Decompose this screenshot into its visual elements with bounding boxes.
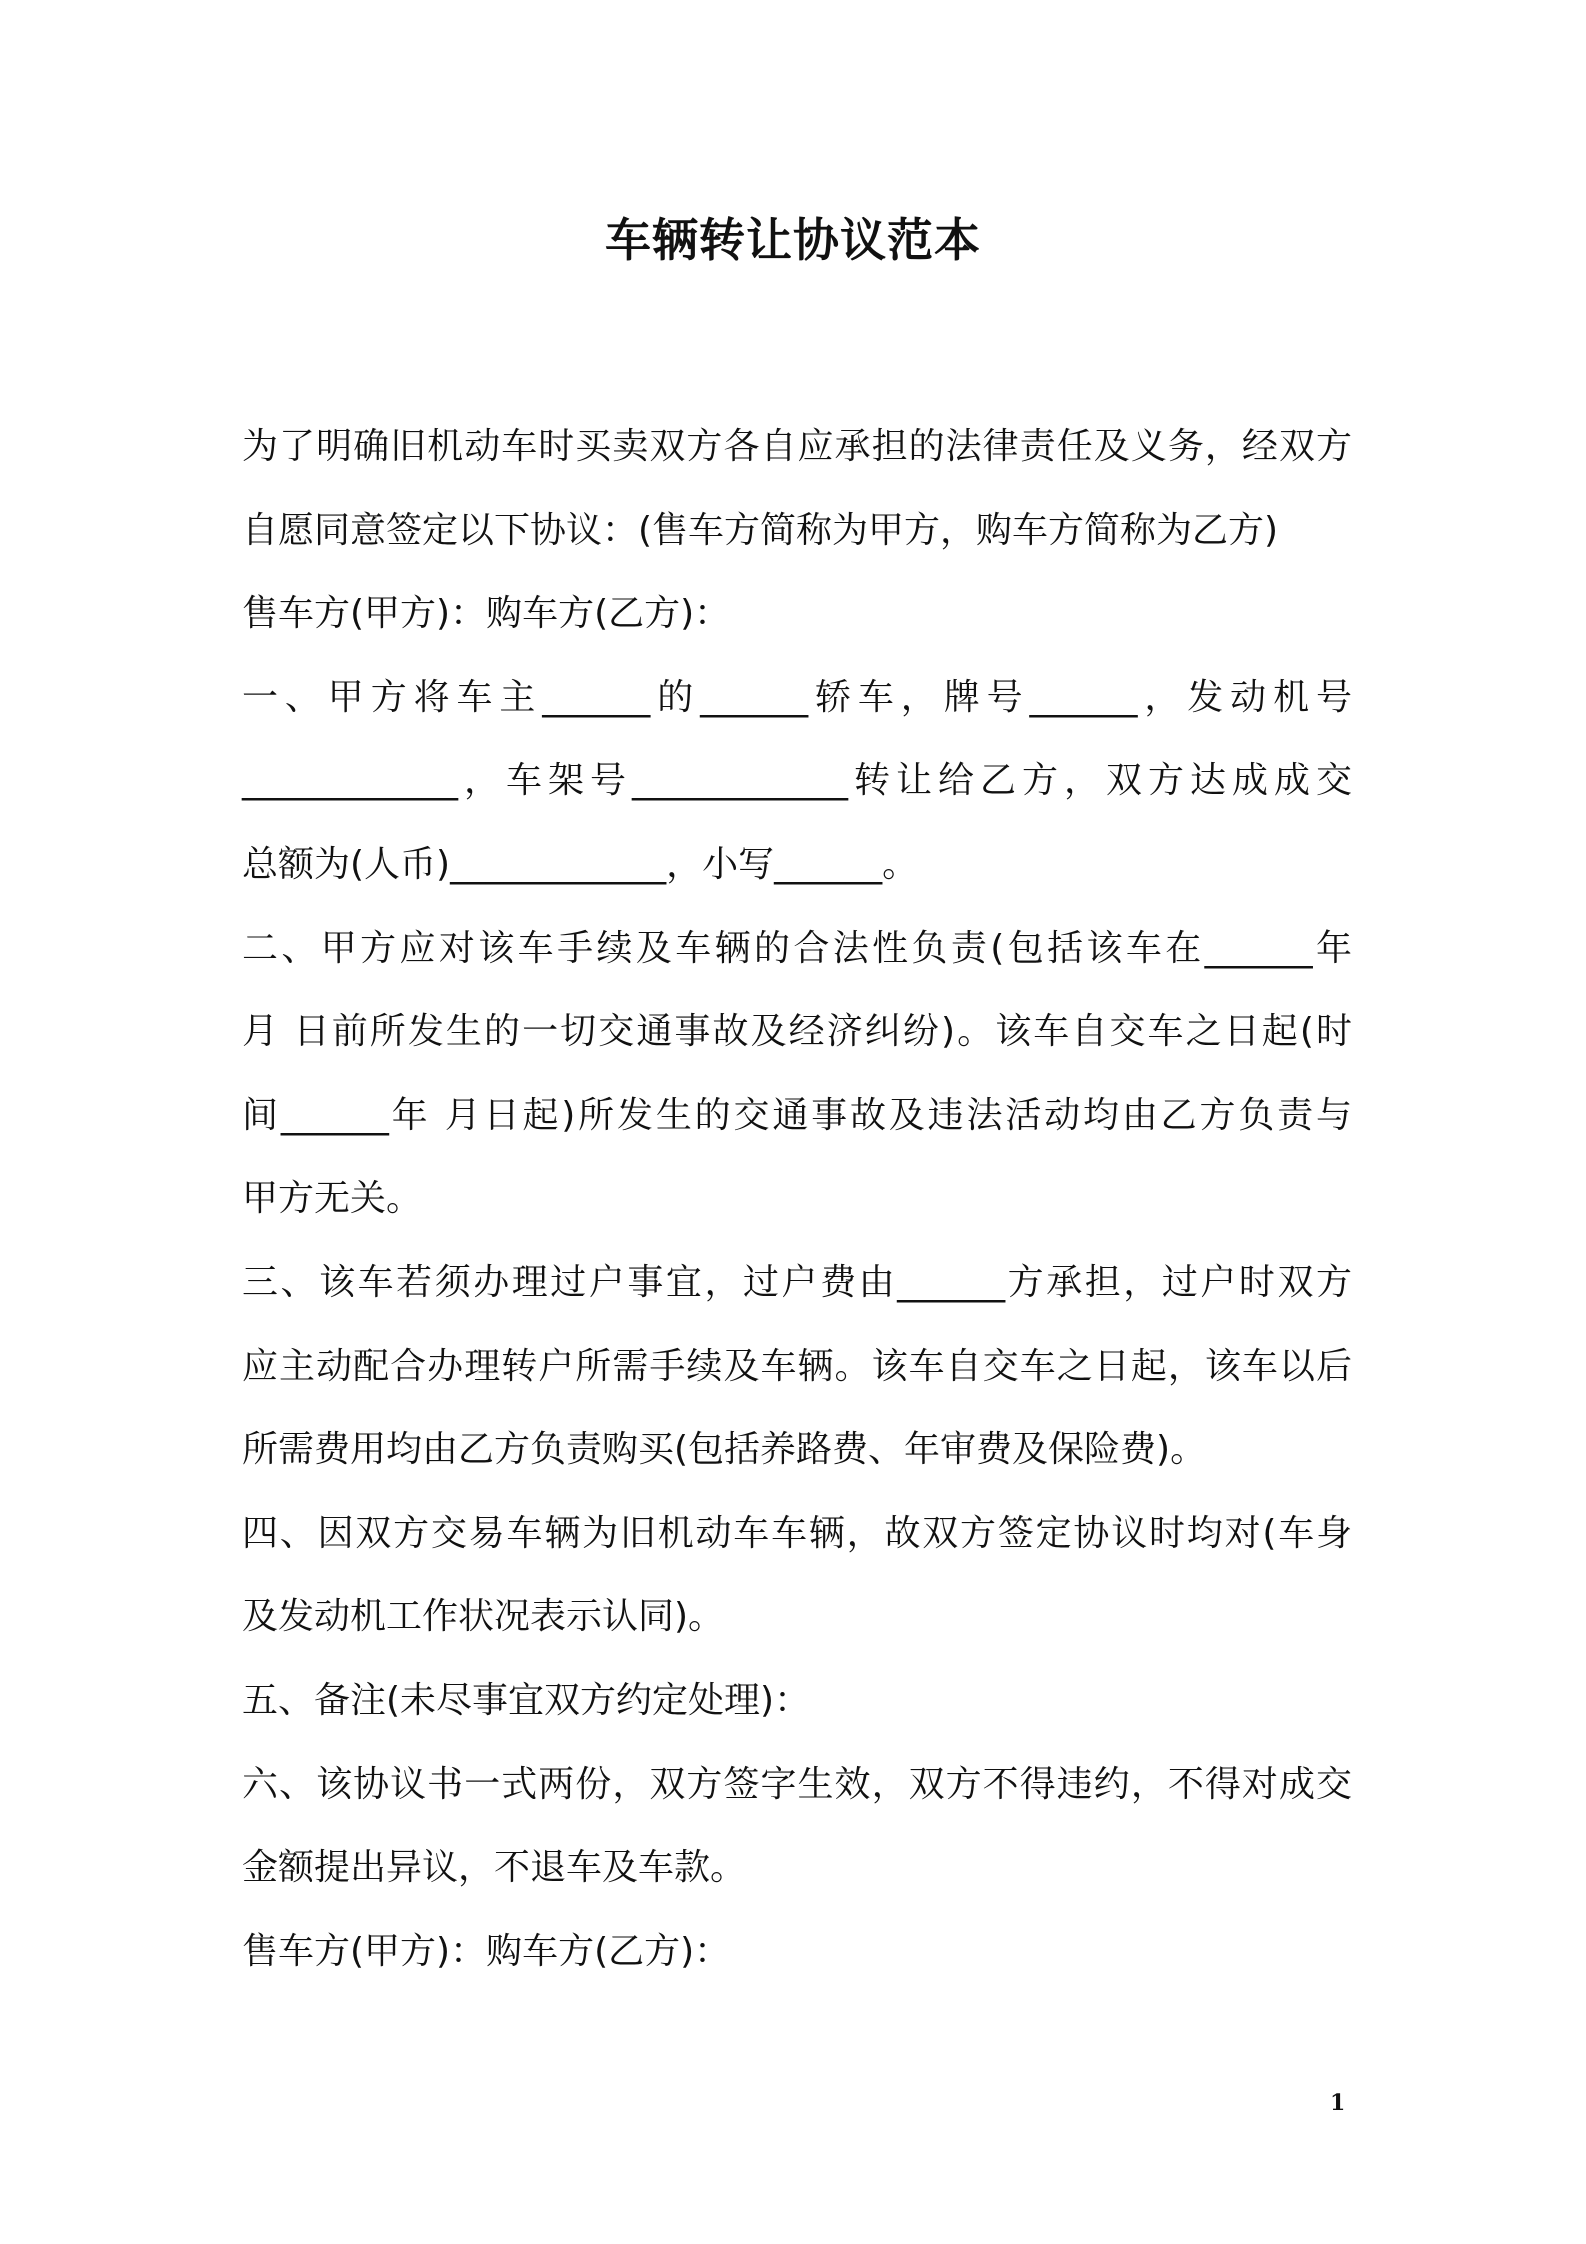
clause-3-line-1: 三、该车若须办理过户事宜，过户费由______方承担，过户时双方 — [242, 1261, 1352, 1303]
clause-6-line-2: 金额提出异议，不退车及车款。 — [242, 1847, 747, 1889]
clause-1-line-3: 总额为(人币)____________，小写______。 — [242, 843, 919, 885]
clause-2-line-2: 月 日前所发生的一切交通事故及经济纠纷)。该车自交车之日起(时 — [242, 1011, 1352, 1053]
document-body — [242, 405, 1352, 1993]
clause-4-line-1: 四、因双方交易车辆为旧机动车车辆，故双方签定协议时均对(车身 — [242, 1512, 1352, 1554]
clause-2-line-1: 二、甲方应对该车手续及车辆的合法性负责(包括该车在______年 — [242, 927, 1352, 969]
parties-line-bottom: 售车方(甲方)：购车方(乙方)： — [242, 1930, 731, 1972]
clause-2-line-3: 间______年 月日起)所发生的交通事故及违法活动均由乙方负责与 — [242, 1094, 1352, 1136]
page-number: 1 — [1330, 2090, 1346, 2116]
clause-1-line-1: 一、甲方将车主______的______轿车，牌号______，发动机号 — [242, 676, 1352, 718]
clause-5-line-1: 五、备注(未尽事宜双方约定处理)： — [242, 1679, 811, 1721]
para-intro-line-2: 自愿同意签定以下协议：(售车方简称为甲方，购车方简称为乙方) — [242, 509, 1279, 551]
clause-4-line-2: 及发动机工作状况表示认同)。 — [242, 1596, 725, 1638]
clause-3-line-2: 应主动配合办理转户所需手续及车辆。该车自交车之日起，该车以后 — [242, 1345, 1352, 1387]
parties-line-top: 售车方(甲方)：购车方(乙方)： — [242, 593, 731, 635]
para-intro-line-1: 为了明确旧机动车时买卖双方各自应承担的法律责任及义务，经双方 — [242, 426, 1352, 467]
document-title: 车辆转让协议范本 — [605, 213, 981, 267]
clause-6-line-1: 六、该协议书一式两份，双方签字生效，双方不得违约，不得对成交 — [242, 1763, 1352, 1805]
clause-3-line-3: 所需费用均由乙方负责购买(包括养路费、年审费及保险费)。 — [242, 1429, 1207, 1471]
clause-2-line-4: 甲方无关。 — [242, 1178, 423, 1220]
clause-1-line-2: ____________，车架号____________转让给乙方，双方达成成交 — [242, 760, 1352, 802]
